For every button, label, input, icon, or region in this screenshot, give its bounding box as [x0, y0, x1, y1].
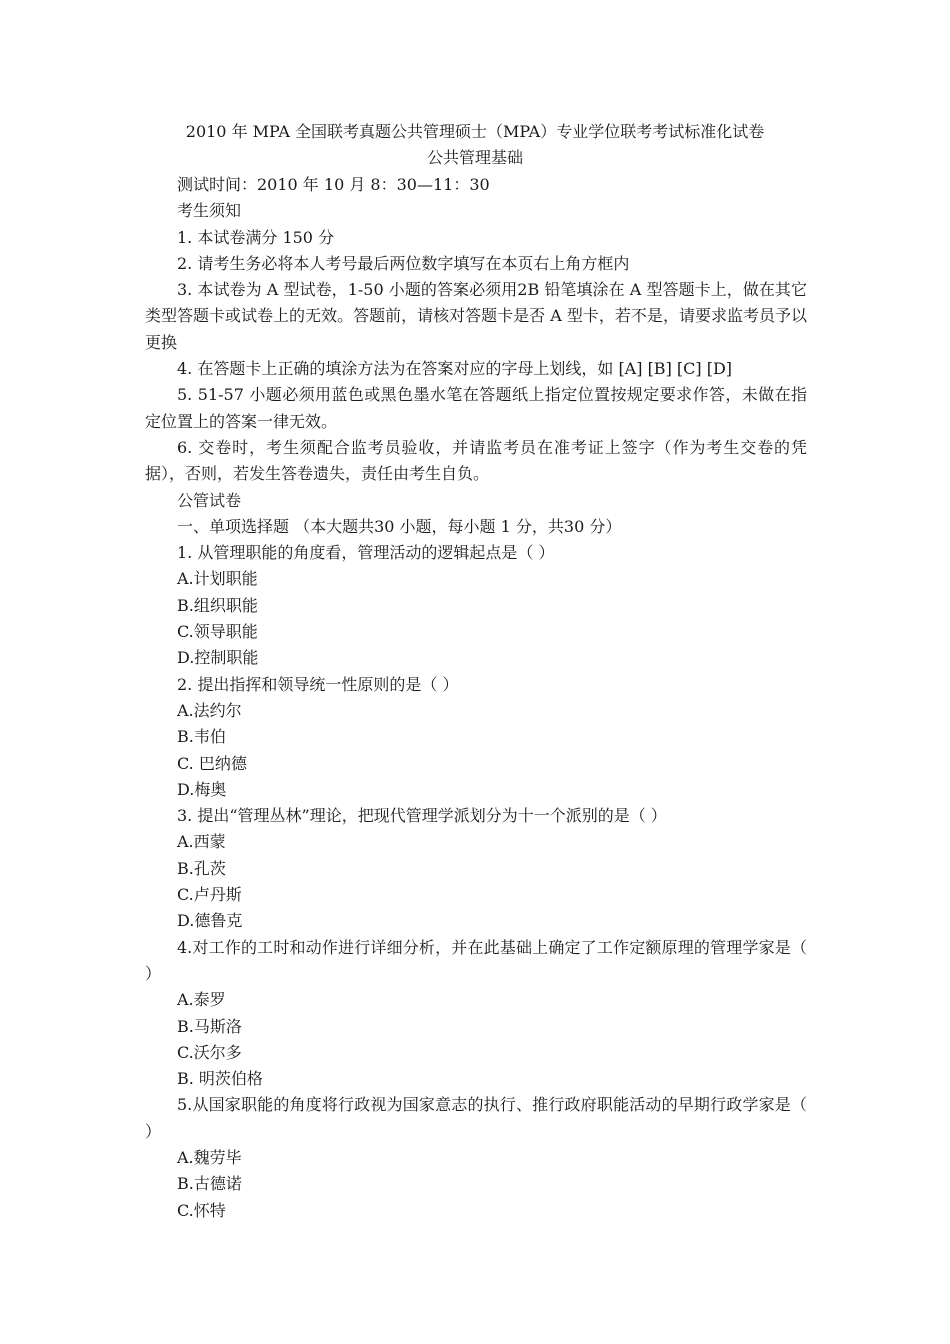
question-option: B.孔茨 [177, 858, 226, 878]
document-title: 2010 年 MPA 全国联考真题公共管理硕士（MPA）专业学位联考考试标准化试卷 [185, 122, 765, 141]
notice-item: 1. 本试卷满分 150 分 [177, 227, 335, 247]
question-option: C. 巴纳德 [177, 753, 247, 773]
document-subtitle: 公共管理基础 [426, 148, 523, 167]
notice-item: 3. 本试卷为 A 型试卷，1-50 小题的答案必须用2B 铅笔填涂在 A 型答题卡上，做在其它类型答题卡或试卷上的无效。答题前，请核对答题卡是否 A 型卡，若不是，请要求监考员予以更换 [145, 280, 807, 352]
question-option: B.马斯洛 [177, 1016, 242, 1036]
notice-item: 6. 交卷时，考生须配合监考员验收，并请监考员在准考证上签字（作为考生交卷的凭据），否则，若发生答卷遗失，责任由考生自负。 [145, 437, 807, 484]
question-option: D.梅奥 [177, 779, 227, 799]
question-option: C.怀特 [177, 1200, 226, 1220]
question-stem: 2. 提出指挥和领导统一性原则的是（ ） [177, 674, 459, 694]
test-time: 测试时间：2010 年 10 月 8：30—11：30 [177, 175, 490, 194]
question-option: B.韦伯 [177, 727, 226, 747]
question-option: C.卢丹斯 [177, 885, 242, 905]
question-option: D.控制职能 [177, 648, 259, 668]
question-option: C.领导职能 [177, 622, 258, 642]
question-option: A.计划职能 [177, 569, 258, 589]
question-option: C.沃尔多 [177, 1042, 242, 1062]
question-stem: 4.对工作的工时和动作进行详细分析，并在此基础上确定了工作定额原理的管理学家是（ ） [145, 937, 807, 983]
document-body [145, 172, 807, 1224]
notice-item: 4. 在答题卡上正确的填涂方法为在答案对应的字母上划线，如 [A] [B] [C] [D] [177, 359, 733, 379]
paper-name: 公管试卷 [177, 490, 242, 510]
question-option: A.法约尔 [177, 700, 242, 720]
question-stem: 3. 提出“管理丛林”理论，把现代管理学派划分为十一个派别的是（ ） [177, 806, 667, 826]
part-heading: 一、单项选择题 （本大题共30 小题，每小题 1 分，共30 分） [177, 516, 622, 536]
question-option: B.古德诺 [177, 1174, 242, 1194]
notice-item: 5. 51-57 小题必须用蓝色或黑色墨水笔在答题纸上指定位置按规定要求作答，未做在指定位置上的答案一律无效。 [145, 385, 807, 431]
question-stem: 5.从国家职能的角度将行政视为国家意志的执行、推行政府职能活动的早期行政学家是（ ） [145, 1095, 807, 1141]
question-stem: 1. 从管理职能的角度看，管理活动的逻辑起点是（ ） [177, 543, 555, 563]
notice-item: 2. 请考生务必将本人考号最后两位数字填写在本页右上角方框内 [177, 253, 630, 273]
question-option: B.组织职能 [177, 595, 258, 615]
notice-heading: 考生须知 [177, 201, 242, 221]
question-option: D.德鲁克 [177, 911, 243, 931]
question-option: A.泰罗 [177, 990, 226, 1010]
question-option: A.魏劳毕 [177, 1147, 242, 1167]
question-option: B. 明茨伯格 [177, 1069, 263, 1089]
question-option: A.西蒙 [177, 832, 226, 852]
